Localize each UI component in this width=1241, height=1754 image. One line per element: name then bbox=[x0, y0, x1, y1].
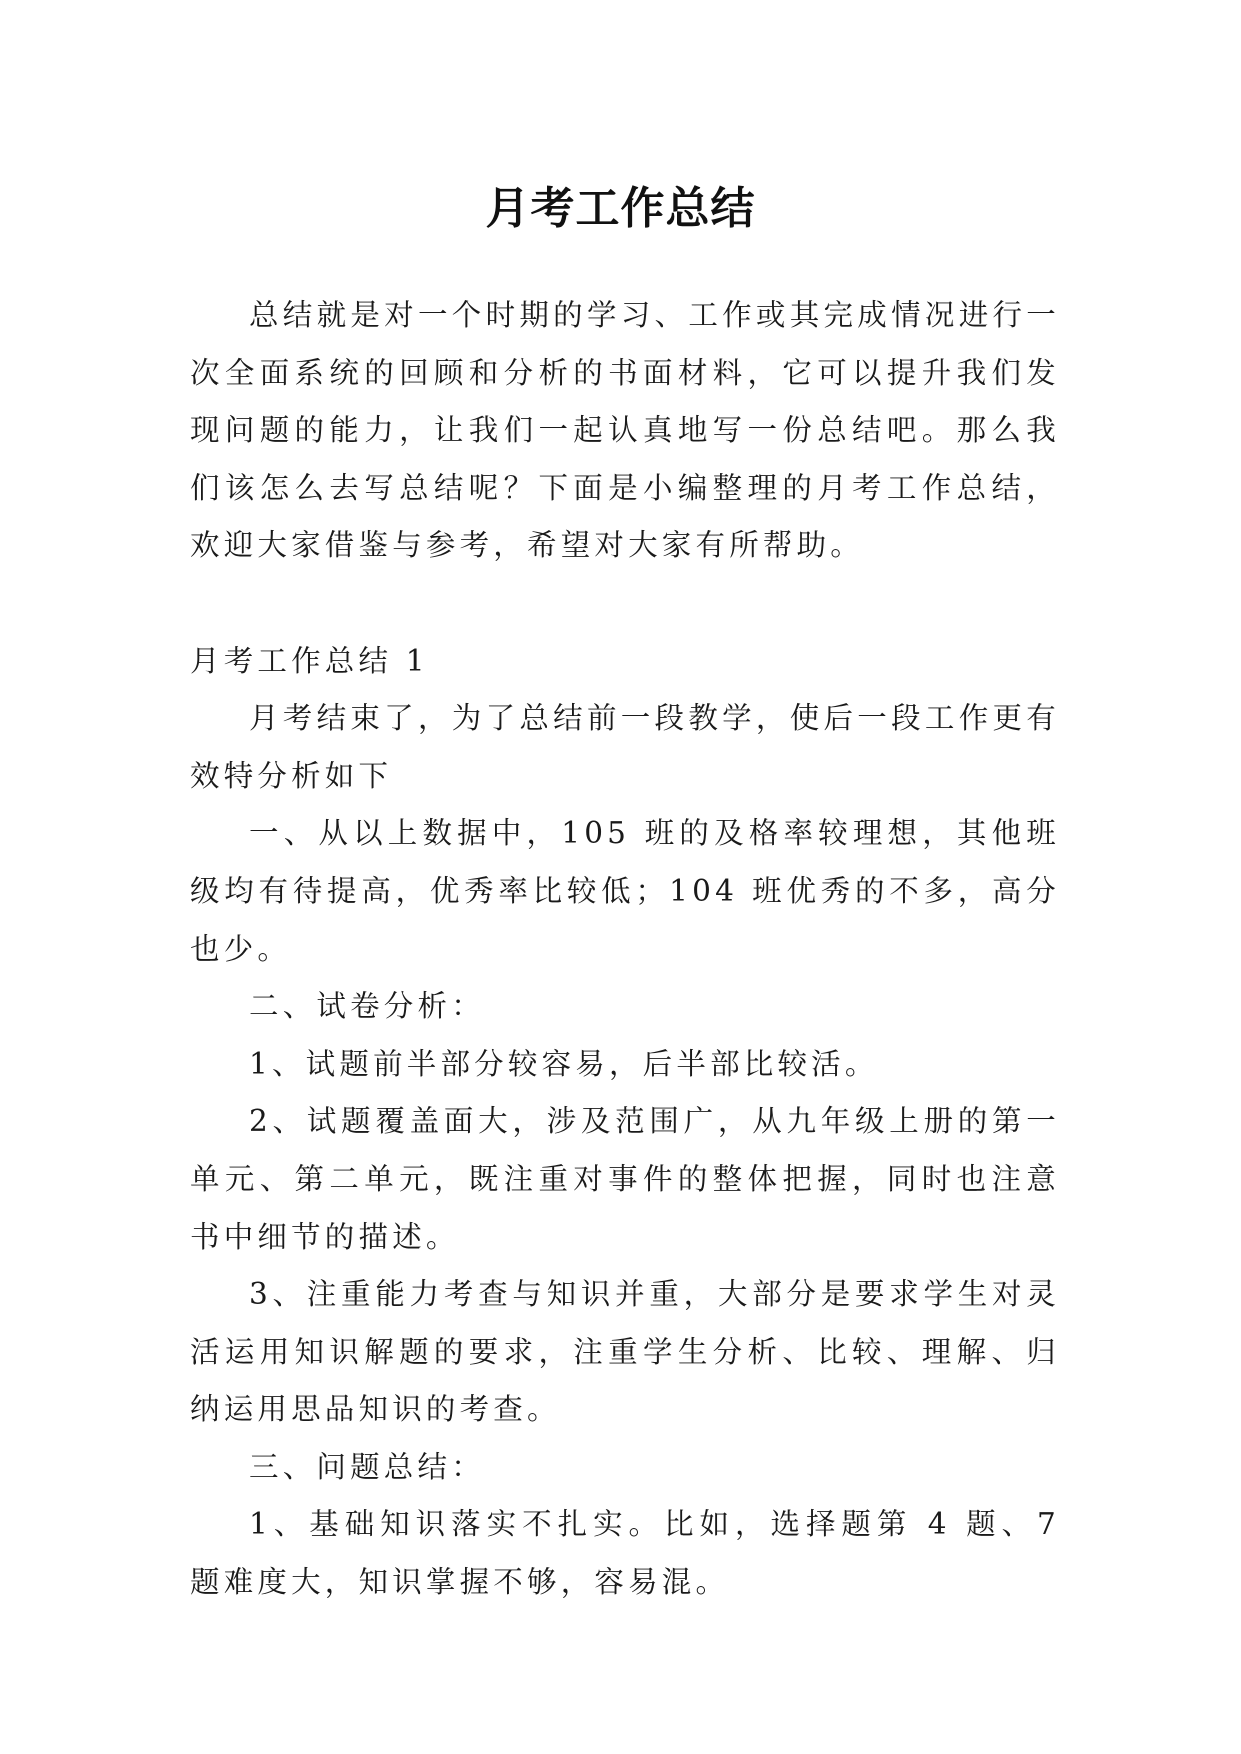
section-heading: 月考工作总结 1 bbox=[190, 643, 429, 678]
paragraph-problem-1: 1、基础知识落实不扎实。比如，选择题第 4 题、7 题难度大，知识掌握不够，容易混。 bbox=[190, 1507, 1060, 1600]
document-title: 月考工作总结 bbox=[485, 183, 756, 235]
paragraph-problems-heading: 三、问题总结： bbox=[249, 1449, 485, 1484]
document-body bbox=[190, 287, 1060, 1612]
paragraph-paper-point-2: 2、试题覆盖面大，涉及范围广，从九年级上册的第一单元、第二单元，既注重对事件的整体把握，同时也注意书中细节的描述。 bbox=[190, 1104, 1060, 1254]
paragraph-paper-analysis-heading: 二、试卷分析： bbox=[249, 989, 485, 1024]
paragraph-data-analysis: 一、从以上数据中，105 班的及格率较理想，其他班级均有待提高，优秀率比较低；104 班优秀的不多，高分也少。 bbox=[190, 816, 1060, 966]
paragraph-paper-point-1: 1、试题前半部分较容易，后半部比较活。 bbox=[249, 1046, 879, 1081]
intro-paragraph: 总结就是对一个时期的学习、工作或其完成情况进行一次全面系统的回顾和分析的书面材料，它可以提升我们发现问题的能力，让我们一起认真地写一份总结吧。那么我们该怎么去写总结呢？下面是小编整理的月考工作总结，欢迎大家借鉴与参考，希望对大家有所帮助。 bbox=[190, 298, 1060, 563]
paragraph-paper-point-3: 3、注重能力考查与知识并重，大部分是要求学生对灵活运用知识解题的要求，注重学生分析、比较、理解、归纳运用思品知识的考查。 bbox=[190, 1277, 1060, 1427]
paragraph-opening: 月考结束了，为了总结前一段教学，使后一段工作更有效特分析如下 bbox=[190, 701, 1060, 793]
